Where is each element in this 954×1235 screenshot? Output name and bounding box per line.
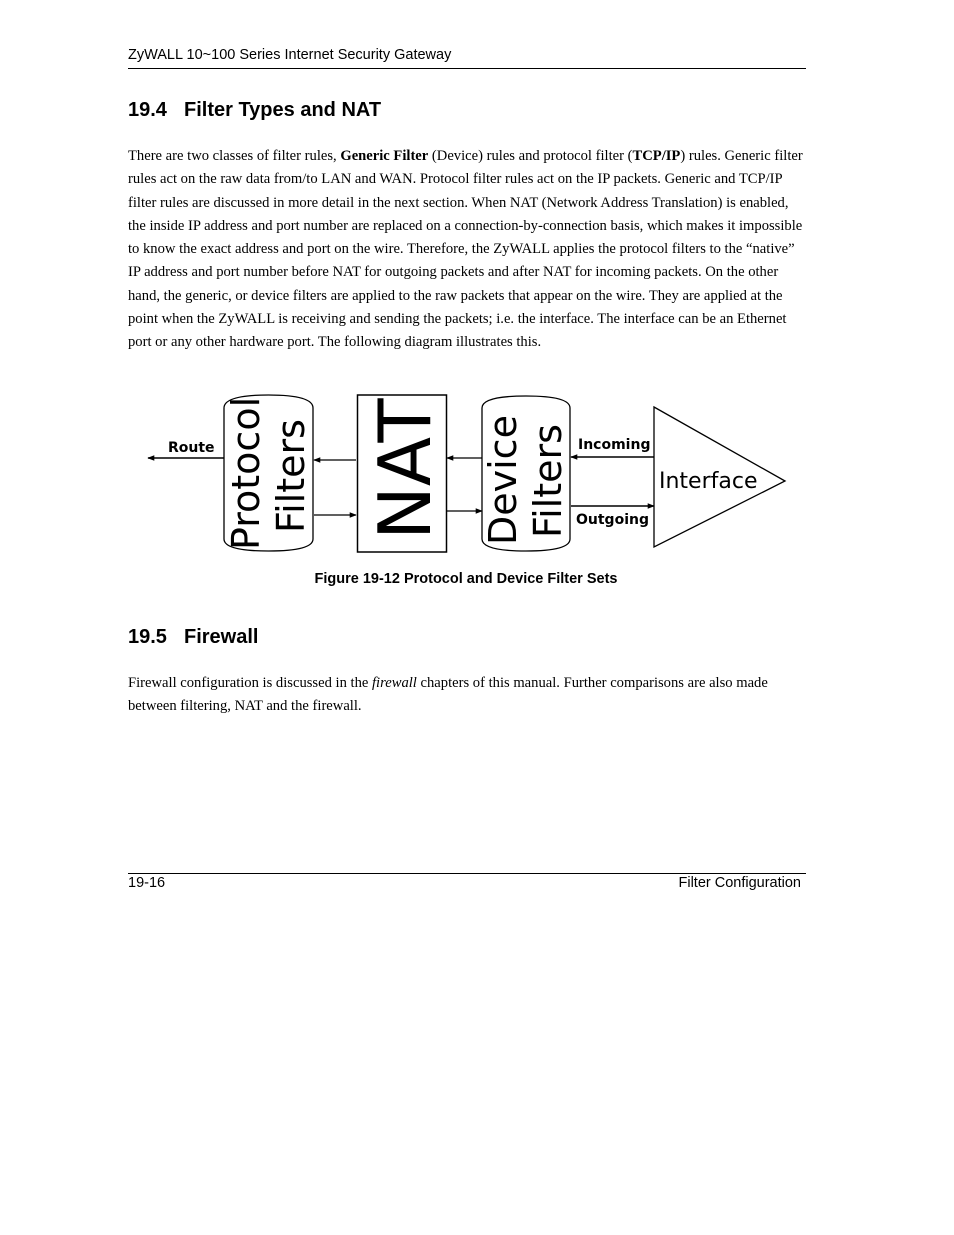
section-heading-firewall: [128, 626, 258, 649]
protocol-filters-label: Filters: [269, 419, 313, 533]
generic-filter-term: Generic Filter: [340, 148, 429, 164]
nat-label: NAT: [363, 398, 447, 540]
footer-rule: [128, 873, 806, 874]
outgoing-label: Outgoing: [576, 512, 649, 528]
running-header: ZyWALL 10~100 Series Internet Security Gateway: [128, 47, 452, 63]
interface-label: Interface: [659, 469, 758, 494]
protocol-label: Protocol: [224, 396, 268, 550]
chapter-name: Filter Configuration: [678, 875, 801, 891]
tcp-ip-term: TCP/IP: [632, 148, 681, 164]
text-run: There are two classes of filter rules,: [128, 148, 341, 164]
section-number: 19.4: [128, 99, 167, 121]
device-label: Device: [481, 415, 525, 545]
section-number: 19.5: [128, 626, 167, 648]
page-number: 19-16: [128, 875, 166, 891]
section-title: Firewall: [184, 626, 259, 648]
text-run: chapters of this manual. Further comparisons are also made between filtering, NAT and the firewall.: [128, 675, 768, 715]
text-run: Firewall configuration is discussed in the: [128, 675, 372, 691]
incoming-label: Incoming: [578, 437, 651, 453]
filter-sets-diagram: [0, 0, 954, 570]
firewall-term: firewall: [372, 675, 417, 691]
device-filters-label: Filters: [526, 424, 570, 538]
text-run: (Device) rules and protocol filter (: [428, 148, 633, 164]
route-label: Route: [168, 440, 215, 456]
firewall-paragraph: [128, 672, 808, 719]
text-run: ) rules. Generic filter rules act on the raw data from/to LAN and WAN. Protocol filter rules act on the IP packets. Generic and TCP/IP filter rules are discussed in more detail in the next section. When NAT (Network Address Translation) is enabled, the inside IP address and port number are replaced on a connection-by-connection basis, which makes it impossible to know the exact address and port on the wire. Therefore, the ZyWALL applies the protocol filters to the “native” IP address and port number before NAT for outgoing packets and after NAT for incoming packets. On the other hand, the generic, or device filters are applied to the raw packets that appear on the wire. They are applied at the point when the ZyWALL is receiving and sending the packets; i.e. the interface. The interface can be an Ethernet port or any other hardware port. The following diagram illustrates this.: [128, 148, 803, 351]
section-title: Filter Types and NAT: [184, 99, 382, 121]
figure-caption: Figure 19-12 Protocol and Device Filter Sets: [314, 571, 618, 587]
